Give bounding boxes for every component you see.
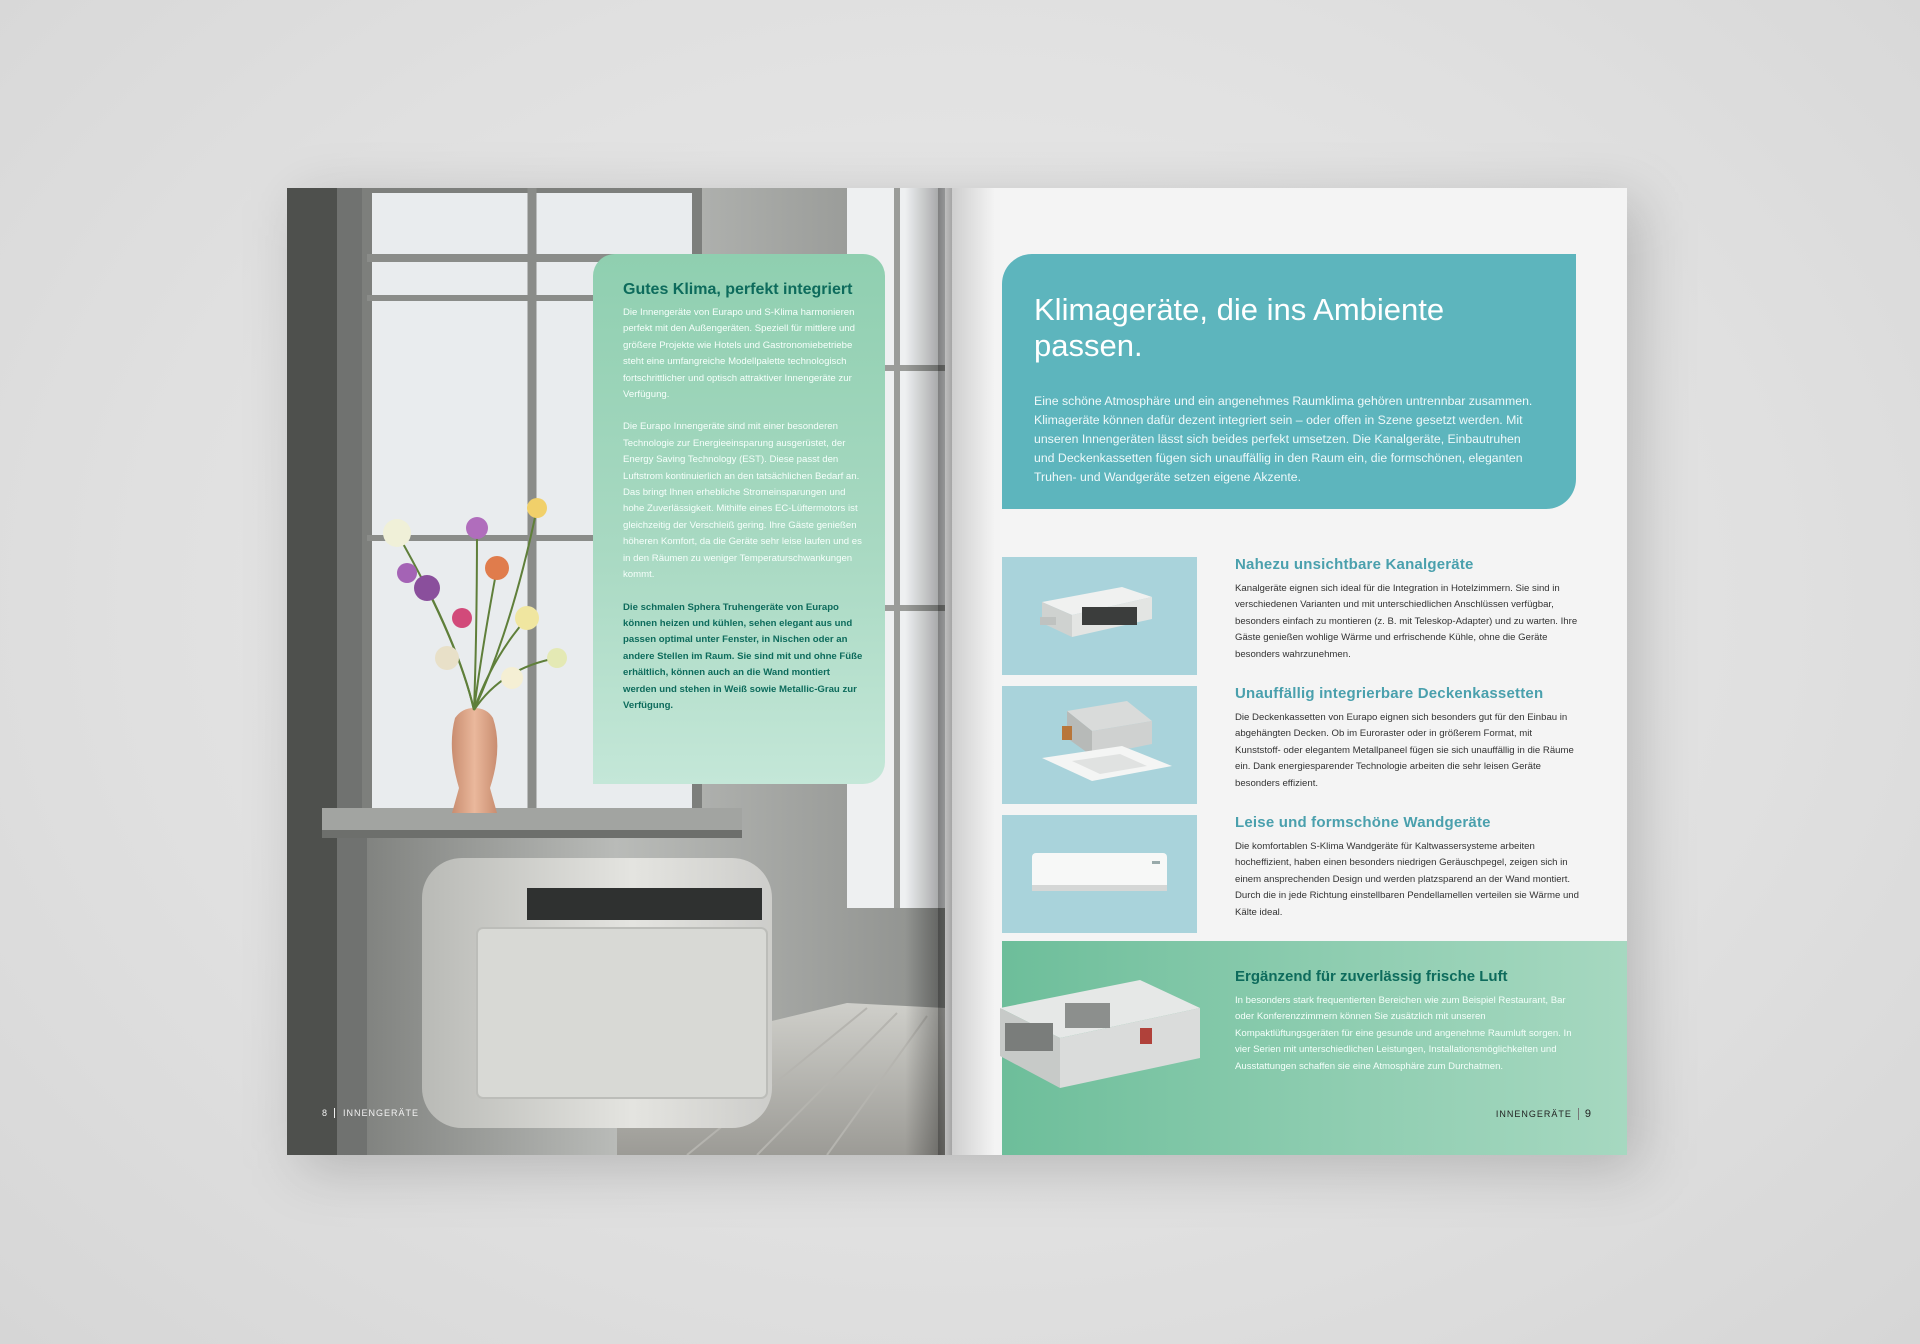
textbox-paragraph-3: Die schmalen Sphera Truhengeräte von Eurapo können heizen und kühlen, sehen elegant aus und passen optimal unter Fenster, in Nischen oder an andere Stellen im Raum. Sie sind mit und ohne Füße erhältlich, können auch an die Wand montiert werden und stehen in Weiß sowie Metallic-Grau zur Verfügung. (623, 601, 863, 711)
right-folio (1496, 1108, 1592, 1120)
band-heading: Ergänzend für zuverlässig frische Luft (1235, 968, 1508, 985)
intro-textbox (593, 254, 885, 784)
intro-heading: Klimageräte, die ins Ambiente passen. (1034, 292, 1445, 363)
textbox-title: Gutes Klima, perfekt integriert (623, 281, 853, 298)
section-heading: Leise und formschöne Wandgeräte (1235, 814, 1491, 831)
section-wall-units (1235, 814, 1580, 921)
textbox-paragraph-2: Die Eurapo Innengeräte sind mit einer besonderen Technologie zur Energieeinsparung ausgerüstet, der Energy Saving Technology (EST). Diese passt den Luftstrom kontinuierlich an den tatsächlichen Bedarf an. Das bringt Ihnen erhebliche Stromeinsparungen und hohe Zuverlässigkeit. Mithilfe eines EC-Lüftermotors ist gleichzeitig der Verschleiß gering. Ihre Gäste genießen höheren Komfort, da die Geräte sehr leise laufen und es in den Räumen zu weniger Temperaturschwankungen kommt. (623, 421, 862, 581)
textbox-paragraph-1: Die Innengeräte von Eurapo und S-Klima harmonieren perfekt mit den Außengeräten. Speziell für mittlere und größere Projekte wie Hotels und Gastronomiebetriebe steht eine umfangreiche Modellpalette technologisch fortschrittlicher und optisch attraktiver Innengeräte zur Verfügung. (623, 307, 855, 401)
section-ceiling-cassettes (1235, 685, 1580, 792)
right-page (945, 188, 1627, 1155)
wall-unit-image (1002, 815, 1197, 933)
ceiling-cassette-image (1002, 686, 1197, 804)
gutter-crease (938, 188, 952, 1155)
left-page-number: 8 (322, 1108, 335, 1118)
left-section-label: INNENGERÄTE (343, 1108, 420, 1118)
intro-text: Eine schöne Atmosphäre und ein angenehmes Raumklima gehören untrennbar zusammen. Klimageräte können dafür dezent integriert sein – oder offen in Szene gesetzt werden. Mit unseren Innengeräten lässt sich beides perfekt umsetzen. Die Kanalgeräte, Einbautruhen und Deckenkassetten fügen sich unauffällig in den Raum ein, die formschönen, eleganten Truhen- und Wandgeräte setzen eigene Akzente. (1034, 394, 1533, 484)
right-page-number: 9 (1578, 1108, 1592, 1120)
section-text: Die komfortablen S-Klima Wandgeräte für Kaltwassersysteme arbeiten hocheffizient, haben einen besonders niedrigen Geräuschpegel, zeigen sich in einem ansprechenden Design und werden platzsparend an der Wand montiert. Durch die in jede Richtung einstellbaren Pendellamellen verteilen sie Wärme und Kälte ideal. (1235, 841, 1579, 918)
section-heading: Unauffällig integrierbare Deckenkassetten (1235, 685, 1544, 702)
section-text: Die Deckenkassetten von Eurapo eignen sich besonders gut für den Einbau in abgehängten Decken. Ob im Euroraster oder in größerem Format, mit Kunststoff- oder elegantem Metallpaneel fügen sie sich unauffällig in die Räume ein. Dank energiesparender Technologie arbeiten die sehr leisen Geräte besonders effizient. (1235, 712, 1574, 789)
section-heading: Nahezu unsichtbare Kanalgeräte (1235, 556, 1474, 573)
section-duct-units (1235, 556, 1580, 663)
section-text: Kanalgeräte eignen sich ideal für die Integration in Hotelzimmern. Sie sind in verschiedenen Varianten und mit unterschiedlichen Anschlüssen verfügbar, besonders einfach zu montieren (z. B. mit Teleskop-Adapter) und zu warten. Ihre Gäste genießen wohlige Wärme und erfrischende Kühle, ohne die Geräte besonders wahrzunehmen. (1235, 583, 1578, 660)
duct-unit-image (1002, 557, 1197, 675)
left-page (287, 188, 945, 1155)
right-section-label: INNENGERÄTE (1495, 1109, 1572, 1119)
ventilation-unit-image (970, 968, 1210, 1118)
band-text: In besonders stark frequentierten Bereichen wie zum Beispiel Restaurant, Bar oder Konferenzzimmern können Sie zusätzlich mit unseren Kompaktlüftungsgeräten für eine gesunde und angenehme Raumluft sorgen. In vier Serien mit unterschiedlichen Leistungen, Installationsmöglichkeiten und Ausstattungen schaffen sie eine Atmosphäre zum Durchatmen. (1235, 995, 1572, 1072)
left-folio (322, 1108, 419, 1118)
intro-box (1002, 254, 1576, 509)
